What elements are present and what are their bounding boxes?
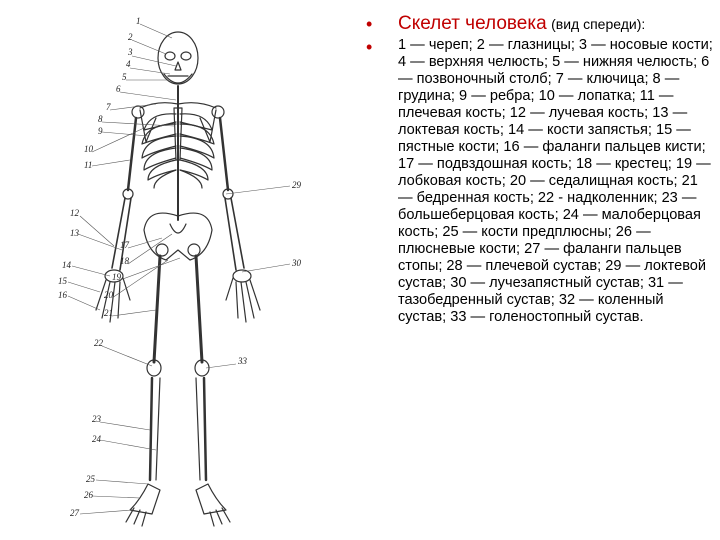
figure-label-33: 33: [238, 356, 247, 366]
figure-label-25: 25: [86, 474, 95, 484]
figure-label-17: 17: [120, 240, 129, 250]
scapula-left: [140, 110, 156, 142]
figure-label-1: 1: [136, 16, 141, 26]
shoulder-joint-left: [132, 106, 144, 118]
skeleton-drawing: [40, 10, 360, 540]
title-sub: (вид спереди):: [551, 16, 646, 32]
figure-label-21: 21: [104, 308, 113, 318]
description-text: 1 — череп; 2 — глазницы; 3 — носовые кости; 4 — верхняя челюсть; 5 — нижняя челюсть; 6 — позвоночный столб; 7 — ключица; 8 — грудина; 9 — ребра; 10 — лопатка; 11 — плечевая кость; 12 — лучевая кость; 13 — локтевая кость; 14 — кости запястья; 15 — пястные кости; 16 — фаланги пальцев кисти; 17 — подвздошная кость; 18 — крестец; 19 — лобковая кость; 20 — седалищная кость; 21 — бедренная кость; 22 - надколенник; 23 — большеберцовая кость; 24 — малоберцовая кость; 25 — кости предплюсны; 26 — плюсневые кости; 27 — фаланги пальцев стопы; 28 — плечевой сустав; 29 — локтевой сустав; 30 — лучезапястный сустав; 31 — тазобедренный сустав; 32 — коленный сустав; 33 — голеностопный сустав.: [398, 37, 713, 325]
figure-label-15: 15: [58, 276, 67, 286]
humerus-left: [128, 118, 136, 190]
description-row: [366, 37, 714, 326]
humerus-right: [220, 118, 228, 190]
fibula-right: [196, 378, 200, 480]
shoulder-joint-right: [212, 106, 224, 118]
clavicle-right: [178, 103, 216, 108]
tibia-right: [204, 378, 206, 480]
skeleton-illustration: [40, 10, 360, 540]
figure-label-22: 22: [94, 338, 103, 348]
tibia-left: [150, 378, 152, 480]
figure-label-29: 29: [292, 180, 301, 190]
foot-left: [126, 484, 160, 526]
figure-label-20: 20: [104, 290, 113, 300]
text-panel: [366, 14, 714, 326]
figure-label-14: 14: [62, 260, 71, 270]
sacrum: [170, 224, 186, 233]
femur-left: [154, 256, 160, 362]
figure-label-4: 4: [126, 59, 131, 69]
mandible: [164, 74, 192, 83]
orbit-left: [165, 52, 175, 60]
figure-label-19: 19: [112, 272, 121, 282]
figure-label-24: 24: [92, 434, 101, 444]
bullet-marker: •: [366, 14, 373, 34]
figure-label-16: 16: [58, 290, 67, 300]
ulna-right: [225, 198, 236, 270]
figure-label-6: 6: [116, 84, 121, 94]
foot-right: [196, 484, 230, 526]
orbit-right: [181, 52, 191, 60]
figure-label-27: 27: [70, 508, 79, 518]
title-main: Скелет человека: [398, 13, 547, 34]
hip-joint-right: [188, 244, 200, 256]
figure-label-18: 18: [120, 256, 129, 266]
figure-label-26: 26: [84, 490, 93, 500]
scapula-right: [200, 110, 216, 142]
figure-label-9: 9: [98, 126, 103, 136]
figure-label-23: 23: [92, 414, 101, 424]
title-row: [366, 14, 714, 35]
femur-right: [196, 256, 202, 362]
figure-label-8: 8: [98, 114, 103, 124]
figure-label-3: 3: [128, 47, 133, 57]
radius-right: [231, 198, 244, 268]
figure-label-7: 7: [106, 102, 111, 112]
figure-label-11: 11: [84, 160, 93, 170]
figure-label-30: 30: [292, 258, 301, 268]
figure-label-13: 13: [70, 228, 79, 238]
slide-title: [398, 14, 645, 35]
hand-right: [226, 270, 260, 322]
figure-label-2: 2: [128, 32, 133, 42]
figure-label-10: 10: [84, 144, 93, 154]
figure-label-12: 12: [70, 208, 79, 218]
hip-joint-left: [156, 244, 168, 256]
figure-label-5: 5: [122, 72, 127, 82]
fibula-left: [156, 378, 160, 480]
bullet-marker: •: [366, 37, 373, 57]
